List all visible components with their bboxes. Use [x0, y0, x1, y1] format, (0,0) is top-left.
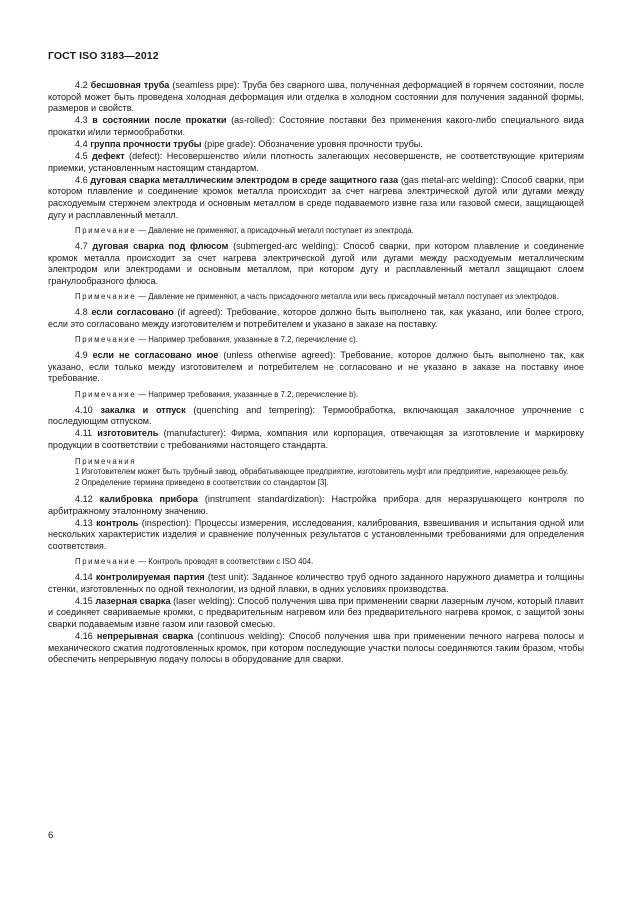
note-4-9: Примечание — Например требования, указанные в 7.2, перечисление b).	[75, 389, 359, 399]
entry-4-7: 4.7 дуговая сварка под флюсом (submerged-arc welding): Способ сварки, при котором плавление и соединение кромок металла происходит за счет нагрева электрической дугой или дугами между расходуемым металлическим электродом или электродами и основным металлом, при котором дугу и расплавленный металл защищают слоем гранулообразного флюса.	[48, 240, 585, 286]
note-4-13: Примечание — Контроль проводят в соответствии с ISO 404.	[75, 557, 314, 567]
entry-4-2: 4.2 бесшовная труба (seamless pipe): Труба без сварного шва, полученная деформацией в горячем состоянии, после которой может быть проведена холодная деформация или отделка в холодном состоянии для получения заданной формы, размеров и свойств.	[48, 80, 584, 114]
entry-4-12: 4.12 калибровка прибора (instrument standardization): Настройка прибора для неразрушающего контроля по арбитражному эталонному значению.	[48, 493, 584, 516]
entry-4-4: 4.4 группа прочности трубы (pipe grade): Обозначение уровня прочности трубы.	[75, 138, 423, 149]
notes-4-11-heading: Примечания	[75, 456, 137, 466]
entry-4-13: 4.13 контроль (inspection): Процессы измерения, исследования, калибрования, взвешивания и испытания одной или нескольких характеристик изделия и сравнение полученных результатов с установленными требованиями для определения соответствия.	[48, 517, 584, 551]
entry-4-14: 4.14 контролируемая партия (test unit): Заданное количество труб одного заданного наружного диаметра и толщины стенки, изготовленных по одной технологии, из одной плавки, в одних условиях производства.	[48, 572, 585, 594]
document-header: ГОСТ ISO 3183—2012	[48, 50, 159, 62]
note-4-6: Примечание — Давление не применяют, а присадочный металл поступает из электрода.	[75, 226, 414, 236]
note-4-11-item-1: 1 Изготовителем может быть трубный завод, обрабатывающее предприятие, изготовитель муфт или предприятие, нарезающее резьбу.	[75, 467, 569, 477]
note-4-8: Примечание — Например требования, указанные в 7.2, перечисление c).	[75, 335, 358, 345]
entry-4-15: 4.15 лазерная сварка (laser welding): Способ получения шва при применении сварки лазерным лучом, который плавит и соединяет свариваемые кромки, с предварительным нагревом или без предварительного нагрева кромок, с защитой зоны сварки подаваемым извне газом или газовой смесью.	[48, 595, 585, 630]
entry-4-6: 4.6 дуговая сварка металлическим электродом в среде защитного газа (gas metal-arc welding): Способ сварки, при котором плавление и соединение кромок металла происходит за счет нагрева электрической дугой или дугами между расходуемым стержнем электрода и основным металлом в среде подаваемого извне газа или газовой смеси, защищающей дугу и расплавленный металл.	[48, 174, 584, 220]
entry-4-3: 4.3 в состоянии после прокатки (as-rolled): Состояние поставки без применения какого-либо специального вида прокатки и/или термообработки.	[48, 115, 584, 137]
page-number: 6	[48, 830, 54, 841]
document-body	[48, 80, 584, 666]
note-4-7: Примечание — Давление не применяют, а часть присадочного металла или весь присадочный металл поступает из электродов.	[75, 292, 559, 302]
entry-4-10: 4.10 закалка и отпуск (quenching and tempering): Термообработка, включающая закалочное упрочнение с последующим отпуском.	[48, 404, 584, 427]
entry-4-16: 4.16 непрерывная сварка (continuous welding): Способ получения шва при применении печного нагрева полосы и механического сжатия подготовленных кромок, при котором последующие участки полосы соединяются таким бразом, чтобы обеспечить непрерывную подачу полосы в оборудование для сварки.	[48, 631, 584, 665]
entry-4-11: 4.11 изготовитель (manufacturer): Фирма, компания или корпорация, отвечающая за изготовление и маркировку продукции в соответствии с требованиями настоящего стандарта.	[48, 428, 584, 450]
entry-4-8: 4.8 если согласовано (if agreed): Требование, которое должно быть выполнено так, как указано, или более строго, если это согласовано между изготовителем и потребителем и указано в заказе на поставку.	[48, 307, 585, 329]
note-4-11-item-2: 2 Определение термина приведено в соответствии со стандартом [3].	[75, 478, 329, 488]
entry-4-5: 4.5 дефект (defect): Несовершенство и/или плотность залегающих несовершенств, не соответствующие критериям приемки, установленным настоящим стандартом.	[48, 151, 584, 173]
entry-4-9: 4.9 если не согласовано иное (unless otherwise agreed): Требование, которое должно быть выполнено так, как указано, если только между изготовителем и потребителем не согласовано и не указано в заказе на поставку иное требование.	[48, 350, 584, 384]
